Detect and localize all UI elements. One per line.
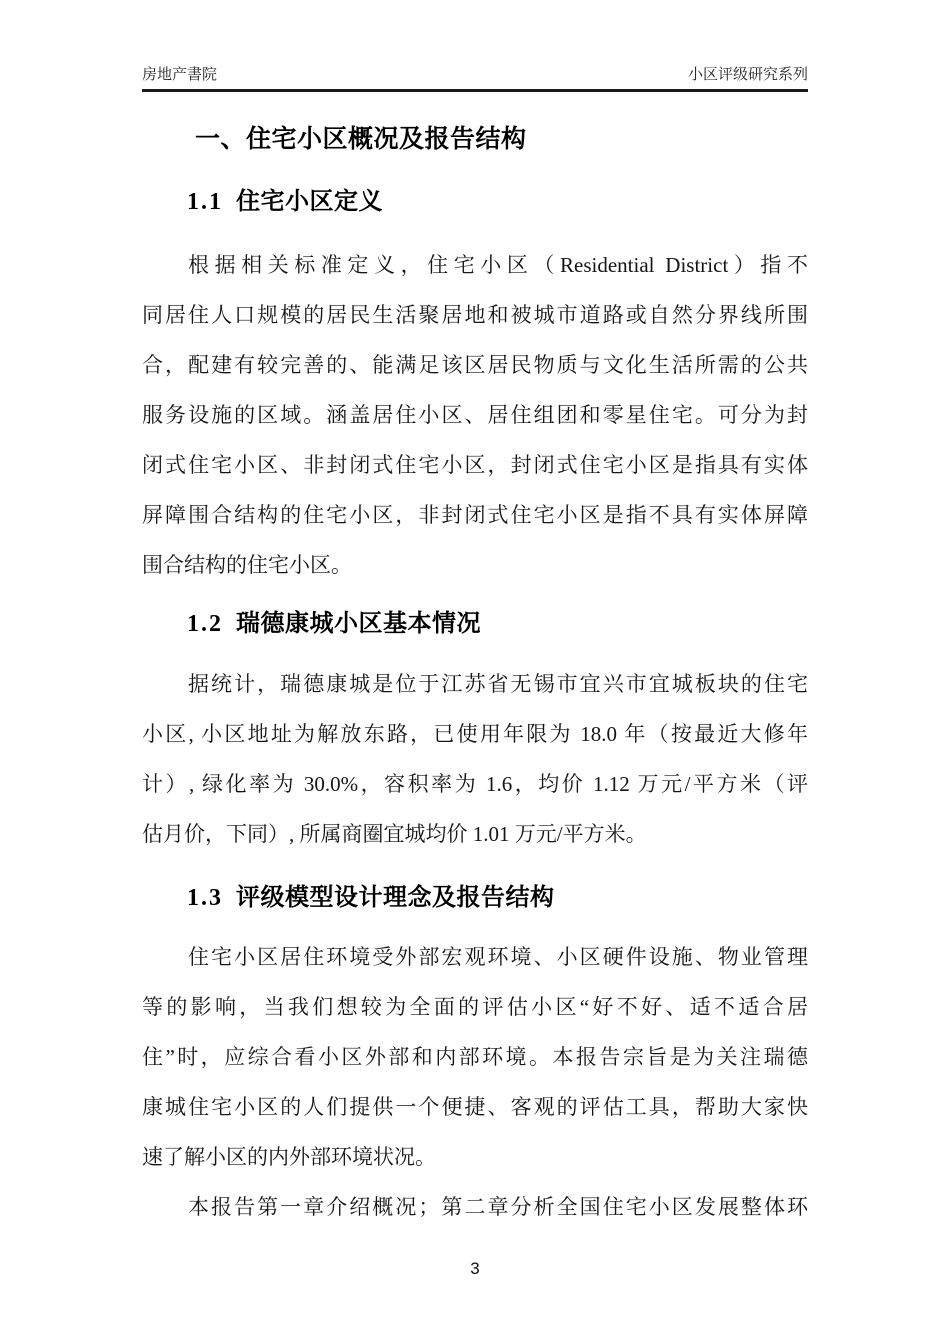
chapter-title: 一、住宅小区概况及报告结构 [195, 124, 527, 153]
paragraph-line: 合，配建有较完善的、能满足该区居民物质与文化生活所需的公共 [142, 352, 808, 377]
paragraph-line: 据统计，瑞德康城是位于江苏省无锡市宜兴市宜城板块的住宅 [188, 672, 808, 697]
header-right-text: 小区评级研究系列 [687, 66, 808, 83]
paragraph-line: 服务设施的区域。涵盖居住小区、居住组团和零星住宅。可分为封 [142, 402, 808, 427]
paragraph-line: 康城住宅小区的人们提供一个便捷、客观的评估工具，帮助大家快 [142, 1095, 808, 1120]
paragraph-line: 速了解小区的内外部环境状况。 [142, 1145, 436, 1170]
paragraph [142, 1182, 808, 1232]
paragraph-line: 屏障围合结构的住宅小区，非封闭式住宅小区是指不具有实体屏障 [142, 502, 808, 527]
paragraph-line: 住宅小区居住环境受外部宏观环境、小区硬件设施、物业管理 [188, 945, 808, 970]
page-number: 3 [470, 1259, 480, 1278]
section-heading-1-1 [187, 188, 808, 217]
section-title: 瑞德康城小区基本情况 [236, 609, 481, 637]
paragraph-line: 计）, 绿化率为 30.0%，容积率为 1.6，均价 1.12 万元/平方米（评 [142, 772, 808, 797]
section-number: 1.2 [187, 610, 223, 637]
section-title: 住宅小区定义 [236, 187, 383, 215]
page-header [142, 0, 808, 92]
section-heading-1-3 [187, 884, 808, 913]
paragraph [142, 240, 808, 590]
section-number: 1.3 [187, 885, 223, 912]
section-number: 1.1 [187, 188, 223, 215]
paragraph-line: 围合结构的住宅小区。 [142, 552, 352, 577]
paragraph-line: 闭式住宅小区、非封闭式住宅小区，封闭式住宅小区是指具有实体 [142, 452, 808, 477]
paragraph-line: 估月价，下同）, 所属商圈宜城均价 1.01 万元/平方米。 [142, 822, 647, 847]
section-heading-1-2 [187, 610, 808, 639]
paragraph [142, 659, 808, 859]
paragraph [142, 932, 808, 1182]
paragraph-line: 等的影响，当我们想较为全面的评估小区“好不好、适不适合居 [142, 995, 808, 1020]
section-title: 评级模型设计理念及报告结构 [236, 884, 555, 912]
paragraph-line: 同居住人口规模的居民生活聚居地和被城市道路或自然分界线所围 [142, 302, 808, 327]
paragraph-line: 根据相关标准定义，住宅小区（Residential District）指不 [188, 252, 808, 277]
paragraph-line: 本报告第一章介绍概况；第二章分析全国住宅小区发展整体环 [188, 1195, 808, 1220]
header-left-text: 房地产書院 [142, 66, 218, 83]
paragraph-line: 小区, 小区地址为解放东路，已使用年限为 18.0 年（按最近大修年 [142, 722, 808, 747]
paragraph-line: 住”时，应综合看小区外部和内部环境。本报告宗旨是为关注瑞德 [142, 1045, 808, 1070]
